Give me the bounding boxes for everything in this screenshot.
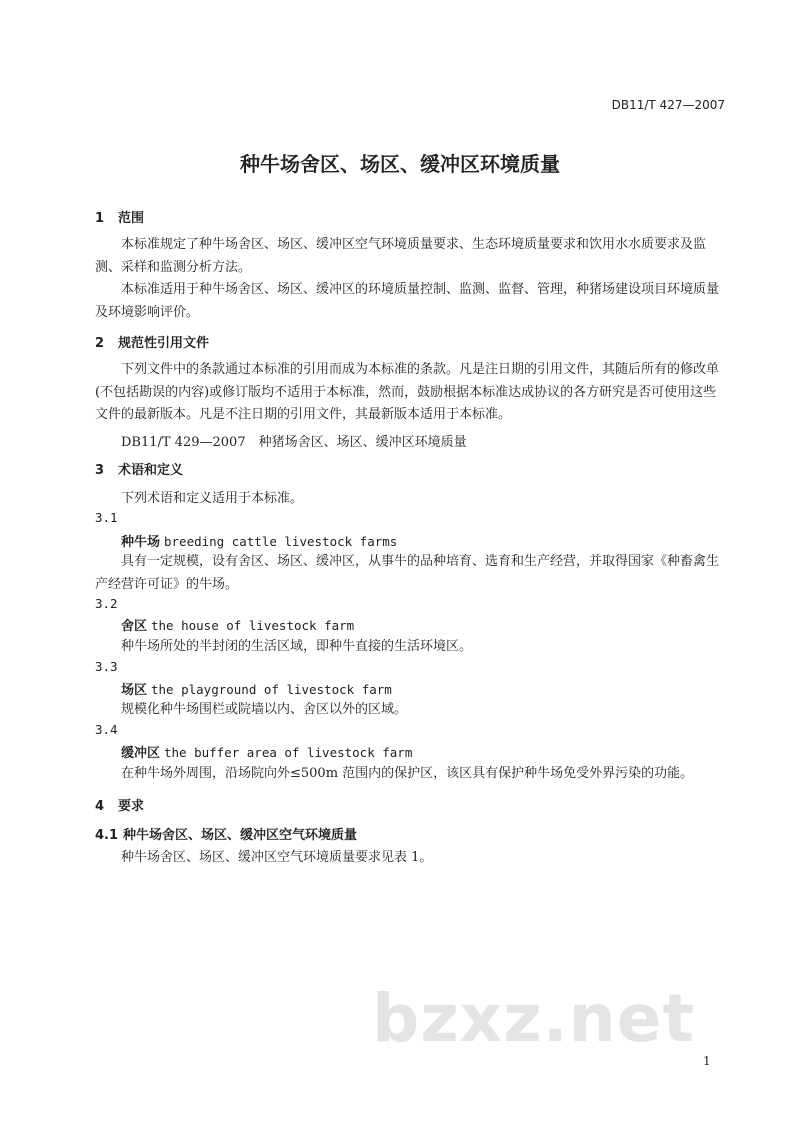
term-title bbox=[121, 742, 412, 761]
term-zh: 舍区 bbox=[121, 619, 148, 634]
section-title: 要求 bbox=[118, 799, 145, 814]
term-number: 3.3 bbox=[95, 659, 118, 674]
term-en: breeding cattle livestock farms bbox=[164, 534, 398, 549]
term-definition: 具有一定规模，设有舍区、场区、缓冲区，从事牛的品种培育、选育和生产经营，并取得国家《种畜禽生产经营许可证》的牛场。 bbox=[95, 554, 720, 592]
section-3-heading bbox=[95, 459, 183, 478]
term-number: 3.2 bbox=[95, 596, 118, 611]
section-number: 3 bbox=[95, 463, 105, 478]
standard-number: DB11/T 427—2007 bbox=[611, 98, 725, 112]
section-1-paragraph-2: 本标准适用于种牛场舍区、场区、缓冲区的环境质量控制、监测、监督、管理，种猪场建设项目环境质量及环境影响评价。 bbox=[95, 282, 720, 320]
term-number: 3.1 bbox=[95, 510, 118, 525]
term-title bbox=[121, 615, 354, 634]
term-number: 3.4 bbox=[95, 722, 118, 737]
term-en: the house of livestock farm bbox=[151, 618, 355, 633]
subsection-4-1-text: 种牛场舍区、场区、缓冲区空气环境质量要求见表 1。 bbox=[121, 850, 433, 865]
watermark: bzxz.net bbox=[372, 980, 696, 1057]
section-2-paragraph-1: 下列文件中的条款通过本标准的引用而成为本标准的条款。凡是注日期的引用文件，其随后所有的修改单(不包括勘误的内容)或修订版均不适用于本标准，然而，鼓励根据本标准达成协议的各方研究是否可使用这些文件的最新版本。凡是不注日期的引用文件，其最新版本适用于本标准。 bbox=[95, 362, 720, 422]
reference-entry: DB11/T 429—2007 种猪场舍区、场区、缓冲区环境质量 bbox=[121, 435, 467, 450]
section-number: 2 bbox=[95, 336, 105, 351]
section-2-heading bbox=[95, 332, 209, 351]
term-zh: 场区 bbox=[121, 683, 148, 698]
section-title: 范围 bbox=[118, 211, 145, 226]
term-definition: 在种牛场外周围，沿场院向外≤500m 范围内的保护区，该区具有保护种牛场免受外界污染的功能。 bbox=[121, 766, 694, 781]
section-title: 规范性引用文件 bbox=[118, 336, 210, 351]
section-number: 4 bbox=[95, 799, 105, 814]
section-4-heading bbox=[95, 795, 144, 814]
term-zh: 缓冲区 bbox=[121, 746, 161, 761]
section-number: 1 bbox=[95, 211, 105, 226]
term-title bbox=[121, 531, 397, 550]
term-definition: 规模化种牛场围栏或院墙以内、舍区以外的区域。 bbox=[121, 702, 408, 717]
subsection-number: 4.1 bbox=[95, 828, 119, 843]
term-zh: 种牛场 bbox=[121, 535, 161, 550]
term-definition: 种牛场所处的半封闭的生活区域，即种牛直接的生活环境区。 bbox=[121, 639, 473, 654]
document-title: 种牛场舍区、场区、缓冲区环境质量 bbox=[240, 152, 560, 176]
section-1-paragraph-1: 本标准规定了种牛场舍区、场区、缓冲区空气环境质量要求、生态环境质量要求和饮用水水质要求及监测、采样和监测分析方法。 bbox=[95, 237, 707, 275]
page-number: 1 bbox=[703, 1054, 711, 1068]
subsection-4-1-heading bbox=[95, 824, 357, 843]
term-title bbox=[121, 679, 392, 698]
section-1-heading bbox=[95, 207, 144, 226]
term-en: the buffer area of livestock farm bbox=[164, 745, 413, 760]
terms-intro: 下列术语和定义适用于本标准。 bbox=[121, 491, 304, 506]
section-title: 术语和定义 bbox=[118, 463, 184, 478]
term-en: the playground of livestock farm bbox=[151, 682, 392, 697]
subsection-title: 种牛场舍区、场区、缓冲区空气环境质量 bbox=[123, 828, 358, 843]
